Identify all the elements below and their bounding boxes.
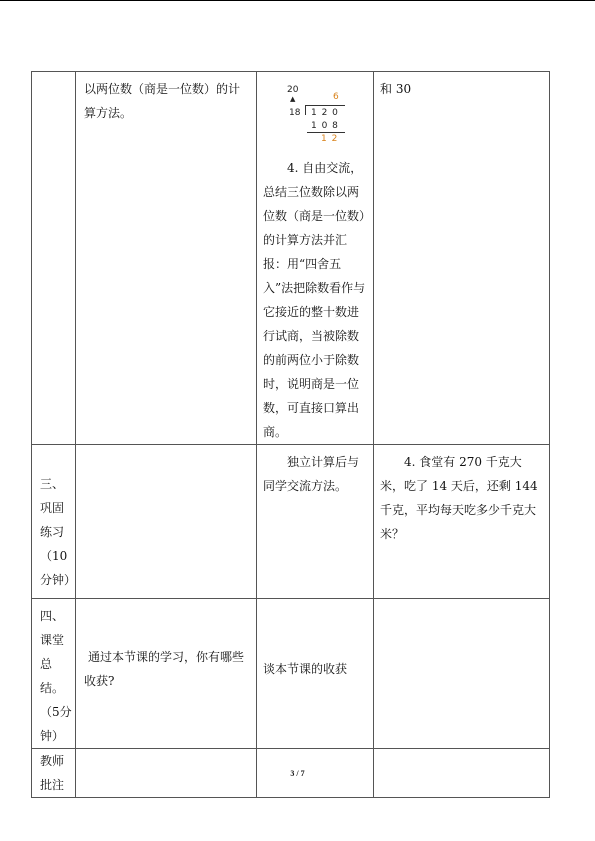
teacher-activity-text: 通过本节课的学习，你有哪些收获? [84,650,245,688]
subtraction-bar [307,132,345,133]
teacher-activity-cell [76,599,257,749]
design-cell [374,445,550,599]
design-text: 和 30 [380,82,412,96]
student-activity-cell [257,599,374,749]
teacher-activity-cell [76,72,257,445]
student-activity-cell [257,72,374,445]
arrow-icon: ▲ [290,95,296,103]
student-activity-text: 独立计算后与同学交流方法。 [263,455,360,493]
student-activity-text: 谈本节课的收获 [263,662,348,676]
design-cell [374,599,550,749]
stage-cell [32,599,76,749]
table-row [32,445,550,599]
stage-label: 教师批注 [40,754,65,792]
stage-cell [32,445,76,599]
student-activity-cell [257,445,374,599]
division-bracket [305,105,306,115]
long-division-figure [263,80,367,144]
table-row [32,599,550,749]
divisor-value: 18 [289,108,301,118]
table-row [32,72,550,445]
design-cell [374,72,550,445]
stage-label: 三、巩固练习（10分钟） [40,477,77,587]
exercise-text: 4. 食堂有 270 千克大米，吃了 14 天后，还剩 144 千克，平均每天吃多少千克大米？ [380,455,538,541]
estimate-value: 20 [287,85,299,95]
page-number: 3 / 7 [290,769,305,778]
header-rule [0,0,595,1]
teacher-activity-text: 以两位数（商是一位数）的计算方法。 [84,82,241,120]
quotient-value: 6 [333,92,339,102]
product-value: 1 0 8 [311,121,339,131]
teacher-activity-cell [76,445,257,599]
dividend-value: 1 2 0 [311,108,339,118]
stage-cell [32,72,76,445]
stage-label: 四、课堂总结。（5分钟） [40,609,72,743]
student-activity-text: 4. 自由交流，总结三位数除以两位数（商是一位数）的计算方法并汇报：用“四舍五入”法把除数看作与它接近的整十数进行试商，当被除数的前两位小于除数时，说明商是一位数，可直接口算出商。 [263,161,366,439]
lesson-plan-table [31,71,550,798]
division-bar [305,105,345,106]
remainder-value: 1 2 [321,134,339,144]
